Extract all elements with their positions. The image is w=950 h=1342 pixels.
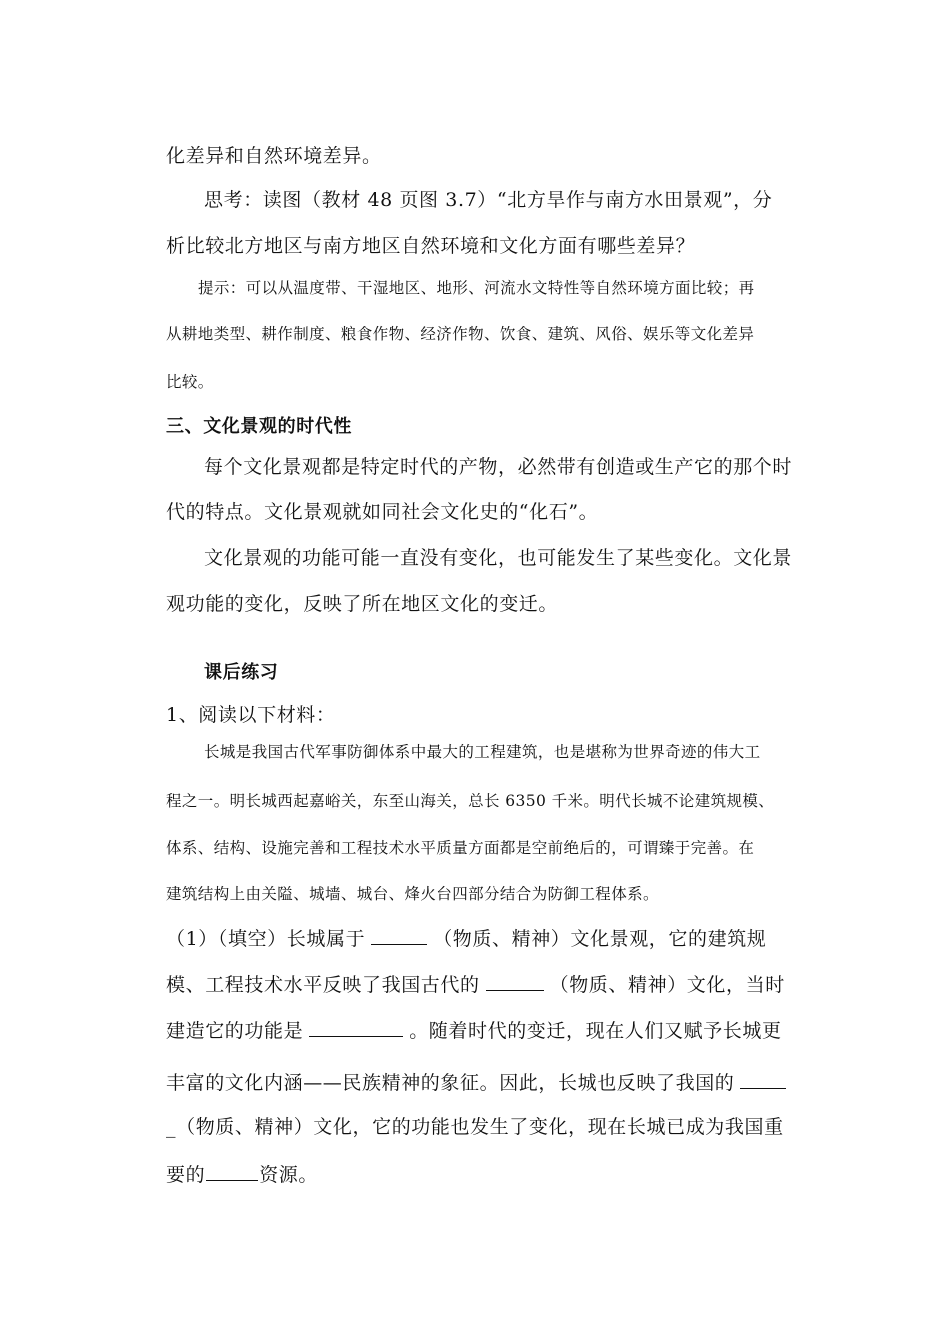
answer-blank[interactable] <box>486 989 544 991</box>
fill-blank-line <box>166 1016 782 1043</box>
text-line: 化差异和自然环境差异。 <box>166 145 382 167</box>
question-text: （物质、精神）文化景观，它的建筑规 <box>433 928 767 950</box>
fill-blank-line <box>166 1160 318 1187</box>
think-question-line: 思考：读图（教材 48 页图 3.7）“北方旱作与南方水田景观”，分 <box>204 189 773 211</box>
material-line: 长城是我国古代军事防御体系中最大的工程建筑，也是堪称为世界奇迹的伟大工 <box>204 743 761 761</box>
material-line: 体系、结构、设施完善和工程技术水平质量方面都是空前绝后的，可谓臻于完善。在 <box>166 839 755 857</box>
question-text: （物质、精神）文化，当时 <box>549 974 785 996</box>
hint-line: 提示：可以从温度带、干湿地区、地形、河流水文特性等自然环境方面比较；再 <box>198 279 755 297</box>
question-text: 建造它的功能是 <box>166 1020 304 1042</box>
question-text: 资源。 <box>259 1164 319 1186</box>
question-text: 丰富的文化内涵——民族精神的象征。因此，长城也反映了我国的 <box>166 1072 735 1094</box>
text-line: 观功能的变化，反映了所在地区文化的变迁。 <box>166 593 559 615</box>
question-number: 1、阅读以下材料： <box>166 704 336 726</box>
text-line: 文化景观的功能可能一直没有变化，也可能发生了某些变化。文化景 <box>204 547 793 569</box>
question-text: （1）（填空）长城属于 <box>166 928 366 950</box>
answer-blank[interactable] <box>371 943 427 945</box>
material-line: 建筑结构上由关隘、城墙、城台、烽火台四部分结合为防御工程体系。 <box>166 885 659 903</box>
text-line: 代的特点。文化景观就如同社会文化史的“化石”。 <box>166 501 599 523</box>
question-text: _（物质、精神）文化，它的功能也发生了变化，现在长城已成为我国重 <box>166 1116 784 1138</box>
material-line: 程之一。明长城西起嘉峪关，东至山海关，总长 6350 千米。明代长城不论建筑规模、 <box>166 792 775 810</box>
fill-blank-line <box>166 924 766 951</box>
answer-blank[interactable] <box>740 1087 786 1089</box>
exercise-heading: 课后练习 <box>204 662 279 683</box>
text-line: 析比较北方地区与南方地区自然环境和文化方面有哪些差异？ <box>166 235 696 257</box>
text-line: 每个文化景观都是特定时代的产物，必然带有创造或生产它的那个时 <box>204 456 793 478</box>
question-text: 要的 <box>166 1164 206 1186</box>
hint-line: 从耕地类型、耕作制度、粮食作物、经济作物、饮食、建筑、风俗、娱乐等文化差异 <box>166 325 755 343</box>
hint-line: 比较。 <box>166 373 214 391</box>
fill-blank-line <box>166 1112 784 1139</box>
fill-blank-line <box>166 970 785 997</box>
fill-blank-line <box>166 1068 792 1095</box>
section-heading: 三、文化景观的时代性 <box>166 416 352 437</box>
answer-blank[interactable] <box>309 1035 403 1037</box>
question-text: 。随着时代的变迁，现在人们又赋予长城更 <box>409 1020 782 1042</box>
answer-blank[interactable] <box>206 1179 258 1181</box>
question-text: 模、工程技术水平反映了我国古代的 <box>166 974 480 996</box>
